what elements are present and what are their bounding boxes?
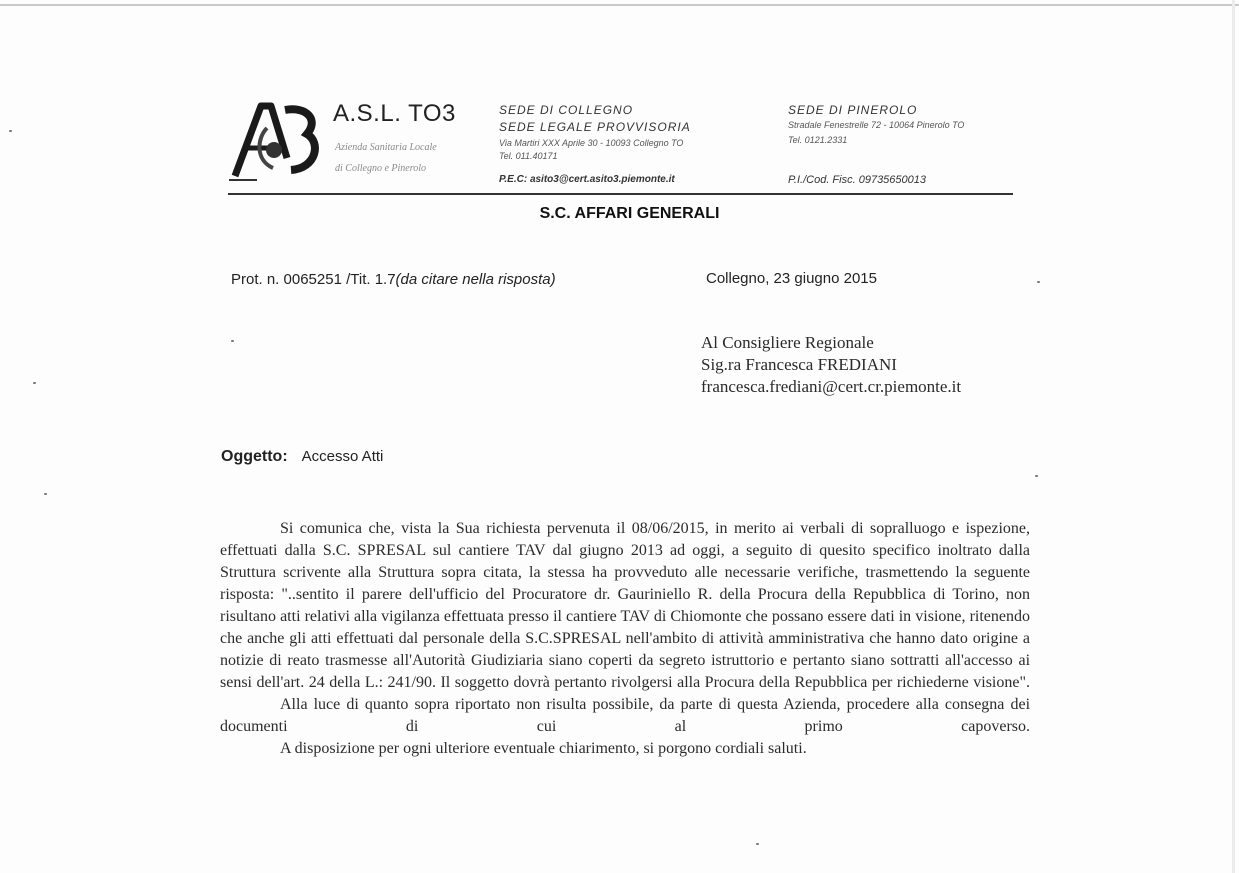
pinerolo-piva: P.I./Cod. Fisc. 09735650013 <box>788 174 927 186</box>
paragraph-2 <box>220 694 1030 738</box>
recipient-email: francesca.frediani@cert.cr.piemonte.it <box>701 377 962 396</box>
body-line: ha provveduto alle necessarie verifiche, trasmettendo la seguente risposta: "..sentito il parere <box>220 564 1031 603</box>
scan-speck <box>1035 475 1038 477</box>
brand-subtitle-line1: Azienda Sanitaria Locale <box>335 142 437 153</box>
paragraph-1 <box>220 518 1030 694</box>
department-heading: S.C. AFFARI GENERALI <box>539 205 720 222</box>
body-line: dell'ufficio del Procuratore dr. Gauriniello R. della Procura della Repubblica di Torino, non <box>409 586 1031 603</box>
letter-date: Collegno, 23 giugno 2015 <box>706 270 877 287</box>
protocol-block <box>231 270 571 290</box>
pinerolo-address: Stradale Fenestrelle 72 - 10064 Pinerolo TO <box>788 120 965 130</box>
scan-speck <box>44 493 47 495</box>
collegno-address: Via Martiri XXX Aprile 30 - 10093 Collegno TO <box>499 138 684 148</box>
protocol-number: Prot. n. 0065251 /Tit. 1.7 <box>231 271 396 288</box>
body-line: sopralluogo e ispezione, effettuati dalla S.C. SPRESAL sul cantiere TAV dal giugno 2013 ad oggi, <box>220 520 1031 559</box>
letterhead-divider <box>228 193 1013 195</box>
body-line: Alla luce di quanto sopra riportato non risulta possibile, da parte di questa Azienda, <box>280 696 841 713</box>
subject-line <box>221 448 383 466</box>
body-line: per richiederne visione". <box>871 674 1031 691</box>
body-line: a seguito di quesito specifico inoltrato dalla Struttura scrivente alla Struttura sopra citata, la stessa <box>220 542 1030 581</box>
recipient-role: Al Consigliere Regionale <box>701 333 874 352</box>
brand-subtitle-line2: di Collegno e Pinerolo <box>335 163 427 174</box>
brand-name: A.S.L. TO3 <box>333 100 456 127</box>
paragraph-3: A disposizione per ogni ulteriore eventuale chiarimento, si porgono cordiali saluti. <box>280 740 807 757</box>
collegno-title: SEDE DI COLLEGNO <box>499 103 634 117</box>
body-line: nell'ambito di attività amministrativa che hanno dato origine a notizie di reato trasmesse <box>220 630 1030 669</box>
body-line: risultano atti relativi alla vigilanza effettuata presso il cantiere TAV di Chiomonte che possano <box>220 608 824 625</box>
body-line: all'Autorità Giudiziaria siano coperti da segreto istruttorio e pertanto siano sottratti all'accesso ai <box>393 652 1031 669</box>
subject-label: Oggetto: <box>221 448 288 465</box>
letter-body <box>220 518 1030 760</box>
body-line: procedere alla consegna dei documenti di cui al primo capoverso. <box>220 696 1031 735</box>
scan-speck <box>33 382 36 384</box>
pinerolo-title: SEDE DI PINEROLO <box>788 103 918 117</box>
scan-speck <box>756 843 759 845</box>
scan-speck <box>9 130 12 132</box>
recipient-block <box>701 332 961 398</box>
body-line: essere dati in visione, ritenendo che anche gli atti effettuati dal personale della S.C.SPRESAL <box>220 608 1030 647</box>
pinerolo-tel: Tel. 0121.2331 <box>788 135 848 145</box>
collegno-pec: P.E.C: asito3@cert.asito3.piemonte.it <box>499 174 675 185</box>
scan-speck <box>231 340 234 342</box>
subject-text: Accesso Atti <box>301 448 384 465</box>
scan-right-edge <box>1232 0 1235 873</box>
collegno-tel: Tel. 011.40171 <box>499 151 558 161</box>
collegno-subtitle: SEDE LEGALE PROVVISORIA <box>499 120 691 134</box>
recipient-name: Sig.ra Francesca FREDIANI <box>701 355 897 374</box>
body-line: Si comunica che, vista la Sua richiesta pervenuta il 08/06/2015, in merito ai verbali di <box>280 520 864 537</box>
protocol-note: (da citare nella risposta) <box>395 271 556 288</box>
scan-top-edge <box>0 4 1239 6</box>
body-line: sensi dell'art. 24 della L.: 241/90. Il soggetto dovrà pertanto rivolgersi alla Procura della Repubblica <box>220 674 868 691</box>
asl-to3-logo-icon <box>227 98 323 182</box>
scan-speck <box>1037 281 1040 283</box>
